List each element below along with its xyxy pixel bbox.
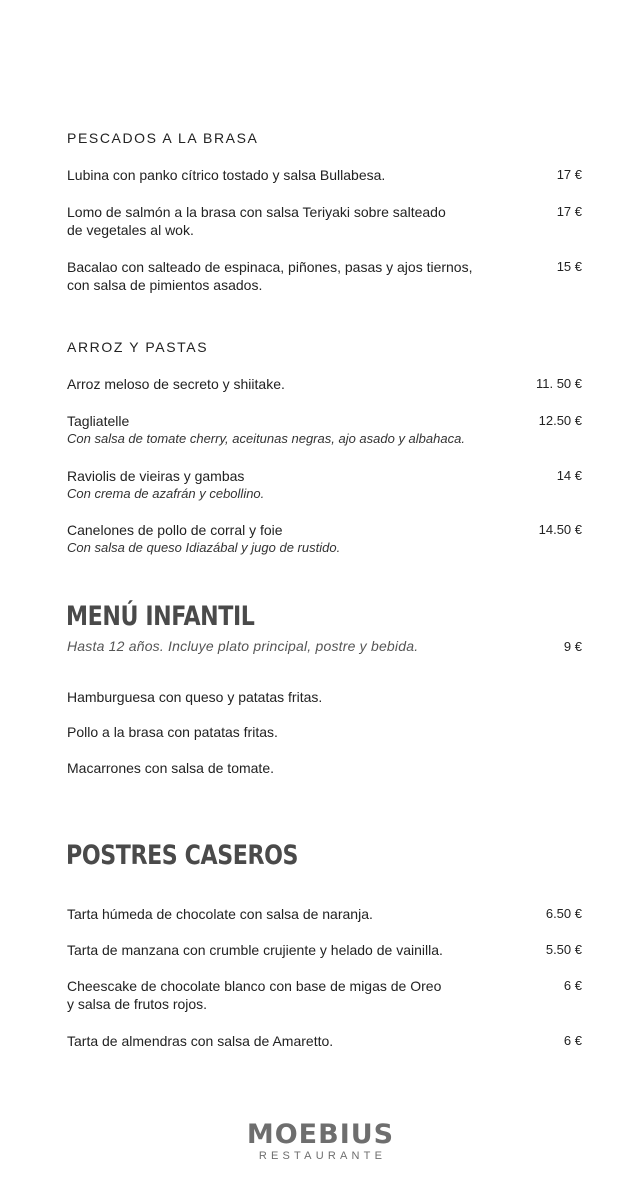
menu-infantil-price: 9 € — [563, 639, 582, 654]
heading-menu-infantil: MENÚ INFANTIL — [66, 601, 255, 632]
kids-menu-item: Pollo a la brasa con patatas fritas. — [67, 724, 278, 740]
menu-item — [67, 258, 527, 294]
dessert-item — [67, 1032, 507, 1050]
menu-item-name: Tagliatelle — [67, 413, 130, 429]
menu-item-name: Bacalao con salteado de espinaca, piñones, pasas y ajos tiernos, con salsa de pimientos asados. — [67, 259, 473, 293]
kids-menu-item: Macarrones con salsa de tomate. — [67, 760, 274, 776]
dessert-item-price: 6 € — [563, 1033, 582, 1048]
dessert-item — [67, 977, 507, 1013]
menu-infantil-note: Hasta 12 años. Incluye plato principal, postre y bebida. — [67, 638, 419, 654]
dessert-item-name: Tarta de almendras con salsa de Amaretto. — [67, 1033, 334, 1049]
logo-subtitle: RESTAURANTE — [258, 1150, 387, 1162]
dessert-item — [67, 905, 507, 923]
menu-item-description: Con salsa de tomate cherry, aceitunas negras, ajo asado y albahaca. — [67, 431, 465, 446]
dessert-item-name: Tarta de manzana con crumble crujiente y helado de vainilla. — [67, 942, 443, 958]
menu-item — [67, 166, 507, 184]
menu-item-name: Lomo de salmón a la brasa con salsa Teriyaki sobre salteado de vegetales al wok. — [67, 204, 446, 238]
menu-item — [67, 375, 507, 393]
menu-item-name: Lubina con panko cítrico tostado y salsa Bullabesa. — [67, 167, 386, 183]
dessert-item-price: 6.50 € — [545, 906, 582, 921]
dessert-item-price: 5.50 € — [545, 942, 582, 957]
menu-item-description: Con salsa de queso Idiazábal y jugo de rustido. — [67, 540, 341, 555]
menu-item-price: 14 € — [556, 468, 582, 483]
menu-item-price: 11. 50 € — [535, 376, 582, 391]
kids-menu-item: Hamburguesa con queso y patatas fritas. — [67, 689, 323, 705]
dessert-item-name: Tarta húmeda de chocolate con salsa de naranja. — [67, 906, 373, 922]
menu-item-description: Con crema de azafrán y cebollino. — [67, 486, 265, 501]
section-title-pescados: PESCADOS A LA BRASA — [67, 130, 259, 146]
menu-item-name: Raviolis de vieiras y gambas — [67, 468, 245, 484]
menu-item-name: Canelones de pollo de corral y foie — [67, 522, 283, 538]
dessert-item-name: Cheescake de chocolate blanco con base de migas de Oreo y salsa de frutos rojos. — [67, 978, 442, 1012]
menu-item-price: 12.50 € — [538, 413, 582, 428]
menu-item — [67, 521, 507, 557]
menu-item-price: 17 € — [556, 204, 582, 219]
dessert-item — [67, 941, 507, 959]
menu-item-price: 14.50 € — [538, 522, 582, 537]
menu-item — [67, 412, 507, 448]
section-title-arroz-pastas: ARROZ Y PASTAS — [67, 339, 209, 355]
heading-postres-caseros: POSTRES CASEROS — [66, 840, 299, 871]
logo-name: MOEBIUS — [246, 1119, 395, 1150]
restaurant-logo — [0, 1121, 641, 1163]
menu-item — [67, 203, 507, 239]
menu-item — [67, 467, 507, 503]
menu-item-price: 17 € — [556, 167, 582, 182]
dessert-item-price: 6 € — [563, 978, 582, 993]
menu-item-price: 15 € — [556, 259, 582, 274]
menu-item-name: Arroz meloso de secreto y shiitake. — [67, 376, 285, 392]
